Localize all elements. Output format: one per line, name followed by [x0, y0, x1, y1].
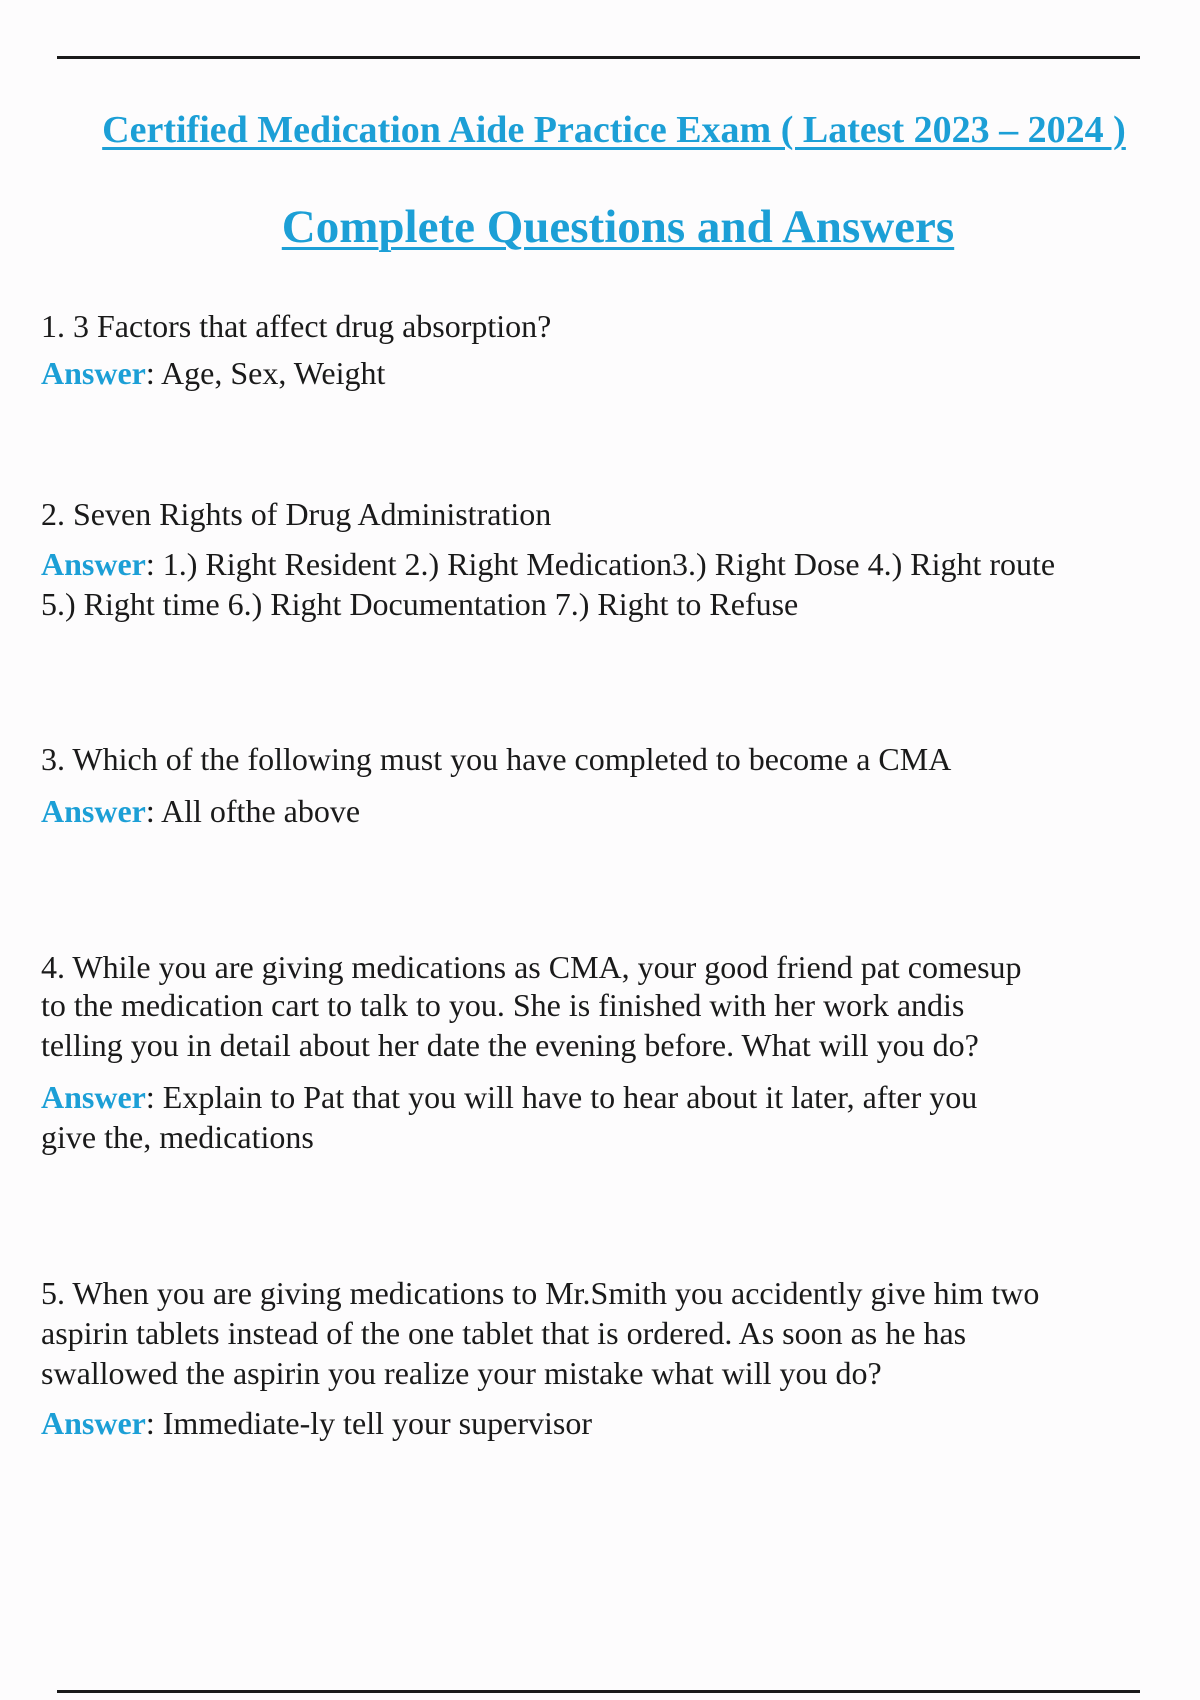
answer-label: Answer	[41, 1405, 146, 1441]
answer-1: Answer: Age, Sex, Weight	[41, 355, 386, 391]
document-title: Certified Medication Aide Practice Exam ( Latest 2023 – 2024 )	[102, 109, 1126, 151]
question-2: 2. Seven Rights of Drug Administration	[41, 496, 552, 532]
bottom-rule	[57, 1690, 1140, 1693]
question-1: 1. 3 Factors that affect drug absorption?	[41, 308, 552, 344]
question-4-line-2: to the medication cart to talk to you. She is finished with her work andis	[41, 987, 965, 1023]
question-5-line-3: swallowed the aspirin you realize your mistake what will you do?	[41, 1355, 882, 1391]
question-4: 4. While you are giving medications as CMA, your good friend pat comesup	[41, 949, 1022, 985]
answer-label: Answer	[41, 793, 146, 829]
top-rule	[57, 56, 1140, 59]
question-4-line-3: telling you in detail about her date the evening before. What will you do?	[41, 1027, 979, 1063]
question-5-line-2: aspirin tablets instead of the one tablet that is ordered. As soon as he has	[41, 1315, 967, 1351]
question-3: 3. Which of the following must you have completed to become a CMA	[41, 741, 952, 777]
answer-label: Answer	[41, 546, 146, 582]
question-5: 5. When you are giving medications to Mr.Smith you accidently give him two	[41, 1275, 1040, 1311]
answer-label: Answer	[41, 355, 146, 391]
answer-2-line-2: 5.) Right time 6.) Right Documentation 7.) Right to Refuse	[41, 586, 799, 622]
answer-2: Answer: 1.) Right Resident 2.) Right Medication3.) Right Dose 4.) Right route	[41, 546, 1056, 582]
answer-4-line-2: give the, medications	[41, 1119, 314, 1155]
answer-3: Answer: All ofthe above	[41, 793, 361, 829]
answer-label: Answer	[41, 1079, 146, 1115]
answer-4: Answer: Explain to Pat that you will have to hear about it later, after you	[41, 1079, 978, 1115]
answer-5: Answer: Immediate-ly tell your supervisor	[41, 1405, 592, 1441]
document-subtitle: Complete Questions and Answers	[281, 201, 955, 253]
